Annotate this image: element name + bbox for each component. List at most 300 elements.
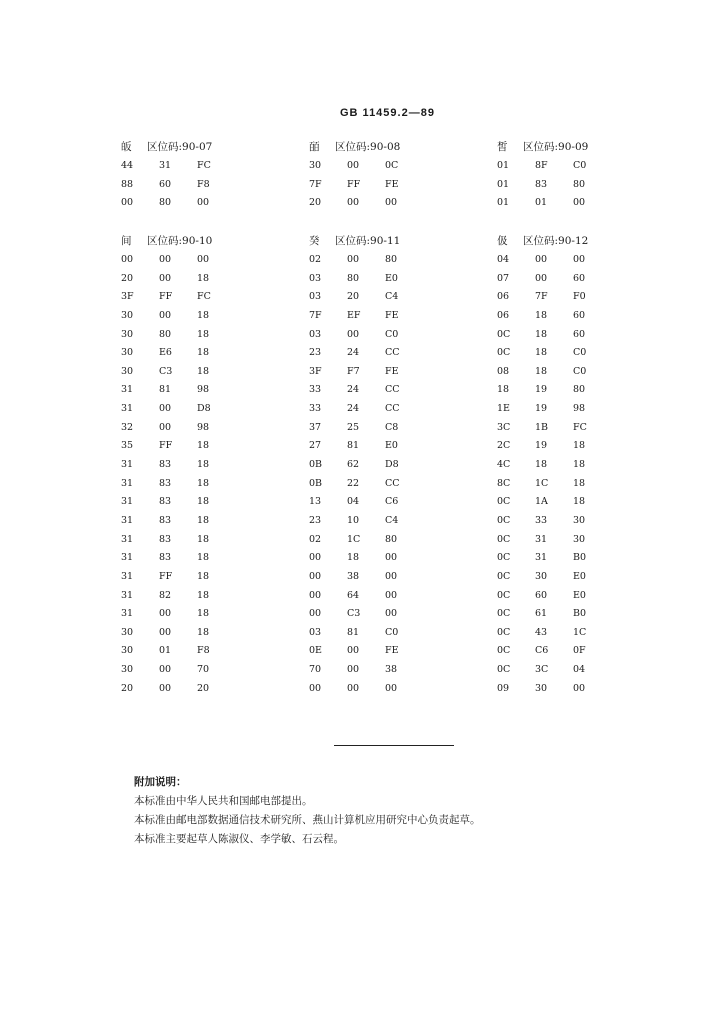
hex-value: 33 (535, 514, 548, 526)
table-row (121, 605, 301, 624)
hex-value: E0 (573, 570, 586, 582)
hex-value: 18 (197, 496, 210, 508)
hex-value: 18 (197, 626, 210, 638)
hex-value: 00 (573, 682, 586, 694)
hex-value: 60 (573, 272, 586, 284)
hex-value: 0C (497, 496, 511, 508)
hex-value: FF (347, 178, 361, 190)
block-heading (309, 137, 489, 157)
hex-value: 00 (385, 197, 398, 209)
hex-value: 01 (497, 178, 510, 190)
hex-value: 18 (573, 459, 586, 471)
table-row (309, 400, 489, 419)
hex-value: 24 (347, 347, 360, 359)
table-row (309, 251, 489, 270)
table-row (121, 624, 301, 643)
hex-value: 83 (159, 477, 172, 489)
hex-value: 35 (121, 440, 134, 452)
table-row (497, 642, 677, 661)
hex-value: 00 (347, 160, 360, 171)
hex-value: 80 (573, 384, 586, 396)
hex-value: 00 (347, 254, 360, 265)
hex-value: CC (385, 477, 400, 489)
hex-value: 0F (573, 645, 586, 657)
notes-line: 本标准由中华人民共和国邮电部提出。 (134, 795, 313, 807)
hex-value: 7F (309, 178, 322, 190)
hex-value: 31 (121, 570, 134, 582)
hex-value: 3F (121, 291, 134, 303)
hex-value: 60 (573, 328, 586, 340)
table-row (497, 381, 677, 400)
hex-value: 30 (121, 328, 134, 340)
table-row (121, 680, 301, 699)
hex-value: 00 (535, 254, 548, 265)
hex-value: 18 (535, 309, 548, 321)
hex-value: 00 (159, 626, 172, 638)
hex-value: 30 (535, 682, 548, 694)
hex-value: 18 (535, 459, 548, 471)
hex-value: 30 (121, 309, 134, 321)
table-row (309, 326, 489, 345)
notes-line: 本标准由邮电部数据通信技术研究所、燕山计算机应用研究中心负责起草。 (134, 814, 481, 826)
hex-value: 60 (573, 309, 586, 321)
hex-value: 31 (159, 160, 172, 171)
hex-value: 80 (159, 197, 172, 209)
hex-value: 31 (121, 589, 134, 601)
hex-value: 31 (121, 384, 134, 396)
hex-value: 30 (121, 645, 134, 657)
hex-value: FE (385, 365, 399, 377)
hex-value: 19 (535, 440, 548, 452)
hex-value: 98 (197, 384, 210, 396)
hex-value: 18 (535, 347, 548, 359)
table-row (309, 363, 489, 382)
hex-value: 0C (497, 608, 511, 620)
hex-value: 3C (497, 421, 511, 433)
table-row (121, 437, 301, 456)
hex-value: C0 (573, 160, 587, 171)
hex-value: C6 (535, 645, 549, 657)
hex-value: 31 (121, 496, 134, 508)
table-row (309, 661, 489, 680)
hex-value: 00 (535, 272, 548, 284)
hex-value: 20 (347, 291, 360, 303)
hex-value: 25 (347, 421, 360, 433)
notes-title: 附加说明： (134, 776, 187, 788)
hex-value: 00 (385, 608, 398, 620)
hex-value: 38 (385, 664, 398, 676)
hex-value: 31 (535, 533, 548, 545)
hex-value: 04 (347, 496, 360, 508)
hex-value: 18 (535, 365, 548, 377)
hex-value: 20 (197, 682, 210, 694)
hex-value: 82 (159, 589, 172, 601)
hex-value: 01 (159, 645, 172, 657)
hex-value: E0 (385, 272, 398, 284)
hex-value: 0C (497, 347, 511, 359)
hex-value: 83 (159, 514, 172, 526)
hex-value: 0C (385, 160, 399, 171)
code-block (309, 137, 489, 213)
glyph-character: 伋 (497, 235, 508, 247)
hex-value: 20 (309, 197, 322, 209)
table-row (497, 176, 677, 195)
table-row (497, 270, 677, 289)
hex-value: 1C (573, 626, 587, 638)
table-row (309, 549, 489, 568)
table-row (497, 344, 677, 363)
hex-value: 07 (497, 272, 510, 284)
hex-value: 88 (121, 178, 134, 190)
hex-value: 0C (497, 570, 511, 582)
hex-value: 00 (573, 197, 586, 209)
hex-value: 18 (197, 347, 210, 359)
table-row (309, 680, 489, 699)
table-row (309, 194, 489, 213)
hex-value: 0C (497, 626, 511, 638)
glyph-character: 间 (121, 235, 132, 247)
table-row (309, 344, 489, 363)
hex-value: C4 (385, 291, 399, 303)
hex-value: C6 (385, 496, 399, 508)
hex-value: C8 (385, 421, 399, 433)
hex-value: 80 (385, 254, 398, 265)
hex-value: D8 (385, 459, 399, 471)
table-row (309, 624, 489, 643)
hex-value: 00 (573, 254, 586, 265)
standard-number: GB 11459.2—89 (340, 107, 435, 119)
table-row (497, 437, 677, 456)
hex-value: 18 (535, 328, 548, 340)
hex-value: 00 (159, 272, 172, 284)
hex-value: 7F (309, 309, 322, 321)
code-block (497, 137, 677, 213)
hex-value: 27 (309, 440, 322, 452)
hex-value: 80 (573, 178, 586, 190)
hex-value: 3C (535, 664, 549, 676)
hex-value: 83 (159, 552, 172, 564)
hex-value: 0B (309, 459, 323, 471)
hex-value: FF (159, 291, 173, 303)
hex-value: 1E (497, 403, 510, 415)
hex-value: 18 (197, 514, 210, 526)
hex-value: 00 (347, 682, 360, 694)
hex-value: 80 (159, 328, 172, 340)
table-row (497, 661, 677, 680)
table-row (309, 288, 489, 307)
hex-value: FC (573, 421, 587, 433)
hex-value: 18 (347, 552, 360, 564)
hex-value: D8 (197, 403, 211, 415)
hex-value: 81 (347, 626, 360, 638)
hex-value: 23 (309, 347, 322, 359)
table-row (121, 493, 301, 512)
table-row (121, 251, 301, 270)
hex-value: 2C (497, 440, 511, 452)
hex-value: 31 (121, 403, 134, 415)
hex-value: 22 (347, 477, 360, 489)
hex-value: 06 (497, 309, 510, 321)
hex-value: 83 (159, 496, 172, 508)
hex-value: 61 (535, 608, 548, 620)
hex-value: 00 (121, 254, 134, 265)
hex-value: 30 (535, 570, 548, 582)
table-row (121, 549, 301, 568)
hex-value: 98 (573, 403, 586, 415)
table-row (121, 400, 301, 419)
position-code: 区位码:90-08 (335, 141, 401, 153)
position-code: 区位码:90-07 (147, 141, 213, 153)
hex-value: B0 (573, 608, 587, 620)
hex-value: 18 (197, 328, 210, 340)
block-heading (497, 231, 677, 251)
table-row (309, 605, 489, 624)
table-row (309, 587, 489, 606)
table-row (121, 194, 301, 213)
hex-value: 18 (197, 533, 210, 545)
position-code: 区位码:90-10 (147, 235, 213, 247)
hex-value: 30 (121, 664, 134, 676)
hex-value: 0C (497, 514, 511, 526)
hex-value: 08 (497, 365, 510, 377)
hex-value: 00 (309, 589, 322, 601)
hex-value: 20 (121, 682, 134, 694)
hex-value: 7F (535, 291, 548, 303)
hex-value: E6 (159, 347, 172, 359)
hex-value: 1A (535, 496, 548, 508)
hex-value: F8 (197, 178, 210, 190)
divider-line (334, 745, 454, 746)
glyph-character: 皈 (121, 141, 132, 153)
hex-value: 18 (573, 440, 586, 452)
hex-value: 60 (535, 589, 548, 601)
hex-value: 18 (573, 477, 586, 489)
hex-value: 18 (197, 589, 210, 601)
hex-value: 00 (197, 254, 210, 265)
table-row (497, 288, 677, 307)
hex-value: 03 (309, 291, 322, 303)
hex-value: 31 (121, 459, 134, 471)
hex-value: CC (385, 384, 400, 396)
hex-value: F7 (347, 365, 360, 377)
table-row (121, 326, 301, 345)
hex-value: 30 (573, 533, 586, 545)
table-row (121, 475, 301, 494)
table-row (497, 251, 677, 270)
hex-value: 81 (347, 440, 360, 452)
hex-value: 18 (197, 570, 210, 582)
table-row (497, 624, 677, 643)
table-row (121, 587, 301, 606)
hex-value: FF (159, 570, 173, 582)
hex-value: 83 (535, 178, 548, 190)
hex-value: 8F (535, 160, 548, 171)
table-row (121, 363, 301, 382)
hex-value: C0 (385, 626, 399, 638)
table-row (497, 419, 677, 438)
table-row (497, 363, 677, 382)
hex-value: 00 (159, 608, 172, 620)
table-row (309, 157, 489, 176)
hex-value: EF (347, 309, 361, 321)
block-heading (497, 137, 677, 157)
glyph-character: 皕 (309, 141, 320, 153)
hex-value: 37 (309, 421, 322, 433)
hex-value: 31 (121, 533, 134, 545)
hex-value: 31 (121, 514, 134, 526)
hex-value: 06 (497, 291, 510, 303)
hex-value: 18 (497, 384, 510, 396)
hex-value: 4C (497, 459, 511, 471)
table-row (121, 307, 301, 326)
code-block (121, 231, 301, 698)
block-heading (121, 231, 301, 251)
block-heading (121, 137, 301, 157)
hex-value: 00 (121, 197, 134, 209)
hex-value: B0 (573, 552, 587, 564)
hex-value: 33 (309, 403, 322, 415)
table-row (497, 680, 677, 699)
table-row (497, 400, 677, 419)
hex-value: 83 (159, 533, 172, 545)
hex-value: 00 (159, 309, 172, 321)
table-row (497, 587, 677, 606)
hex-value: 81 (159, 384, 172, 396)
table-row (309, 642, 489, 661)
hex-value: 98 (197, 421, 210, 433)
hex-value: 62 (347, 459, 360, 471)
table-row (309, 512, 489, 531)
hex-value: C4 (385, 514, 399, 526)
table-row (121, 568, 301, 587)
table-row (497, 475, 677, 494)
hex-value: 01 (497, 160, 510, 171)
hex-value: 01 (497, 197, 510, 209)
table-row (309, 531, 489, 550)
hex-value: 00 (159, 664, 172, 676)
hex-value: 00 (159, 403, 172, 415)
hex-value: 00 (309, 608, 322, 620)
hex-value: 00 (197, 197, 210, 209)
hex-value: 80 (347, 272, 360, 284)
hex-value: 03 (309, 328, 322, 340)
hex-value: 00 (347, 664, 360, 676)
table-row (121, 288, 301, 307)
table-row (121, 270, 301, 289)
hex-value: 18 (197, 477, 210, 489)
table-row (121, 176, 301, 195)
hex-value: 1C (347, 533, 361, 545)
table-row (497, 326, 677, 345)
hex-value: 31 (535, 552, 548, 564)
hex-value: 31 (121, 552, 134, 564)
table-row (121, 661, 301, 680)
hex-value: FC (197, 160, 211, 171)
hex-value: C3 (347, 608, 361, 620)
hex-value: 00 (159, 682, 172, 694)
hex-value: 0C (497, 328, 511, 340)
hex-value: 00 (385, 589, 398, 601)
hex-value: 1B (535, 421, 549, 433)
hex-value: 00 (159, 254, 172, 265)
hex-value: 10 (347, 514, 360, 526)
code-block (309, 231, 489, 698)
table-row (309, 381, 489, 400)
hex-value: 32 (121, 421, 134, 433)
table-row (121, 419, 301, 438)
table-row (497, 568, 677, 587)
hex-value: 13 (309, 496, 322, 508)
hex-value: 19 (535, 384, 548, 396)
position-code: 区位码:90-12 (523, 235, 589, 247)
glyph-character: 皙 (497, 141, 508, 153)
hex-value: 03 (309, 626, 322, 638)
block-heading (309, 231, 489, 251)
hex-value: 18 (197, 608, 210, 620)
hex-value: E0 (573, 589, 586, 601)
table-row (309, 176, 489, 195)
hex-value: 30 (573, 514, 586, 526)
hex-value: 18 (197, 440, 210, 452)
hex-value: 23 (309, 514, 322, 526)
hex-value: FE (385, 309, 399, 321)
hex-value: 00 (385, 570, 398, 582)
hex-value: 00 (385, 552, 398, 564)
table-row (121, 344, 301, 363)
hex-value: 00 (347, 328, 360, 340)
hex-value: 00 (309, 570, 322, 582)
hex-value: FC (197, 291, 211, 303)
table-row (309, 270, 489, 289)
hex-value: 18 (197, 309, 210, 321)
hex-value: 00 (309, 682, 322, 694)
position-code: 区位码:90-09 (523, 141, 589, 153)
hex-value: 30 (309, 160, 322, 171)
hex-value: 00 (385, 682, 398, 694)
hex-value: 30 (121, 347, 134, 359)
hex-value: C0 (573, 347, 587, 359)
table-row (121, 157, 301, 176)
hex-value: C0 (385, 328, 399, 340)
hex-value: 18 (197, 365, 210, 377)
hex-value: 02 (309, 533, 322, 545)
hex-value: 09 (497, 682, 510, 694)
additional-notes (134, 773, 481, 849)
hex-value: 0C (497, 533, 511, 545)
table-row (309, 493, 489, 512)
hex-value: 64 (347, 589, 360, 601)
table-row (309, 456, 489, 475)
hex-value: 0C (497, 589, 511, 601)
table-row (497, 531, 677, 550)
hex-value: 00 (347, 197, 360, 209)
hex-value: FF (159, 440, 173, 452)
code-block (497, 231, 677, 698)
hex-value: 19 (535, 403, 548, 415)
hex-value: 18 (573, 496, 586, 508)
hex-value: 02 (309, 254, 322, 265)
hex-value: 43 (535, 626, 548, 638)
glyph-character: 癸 (309, 235, 320, 247)
table-row (497, 512, 677, 531)
hex-value: F0 (573, 291, 586, 303)
table-row (309, 568, 489, 587)
table-row (497, 456, 677, 475)
hex-value: 20 (121, 272, 134, 284)
hex-value: 44 (121, 160, 134, 171)
table-row (121, 381, 301, 400)
hex-value: 60 (159, 178, 172, 190)
